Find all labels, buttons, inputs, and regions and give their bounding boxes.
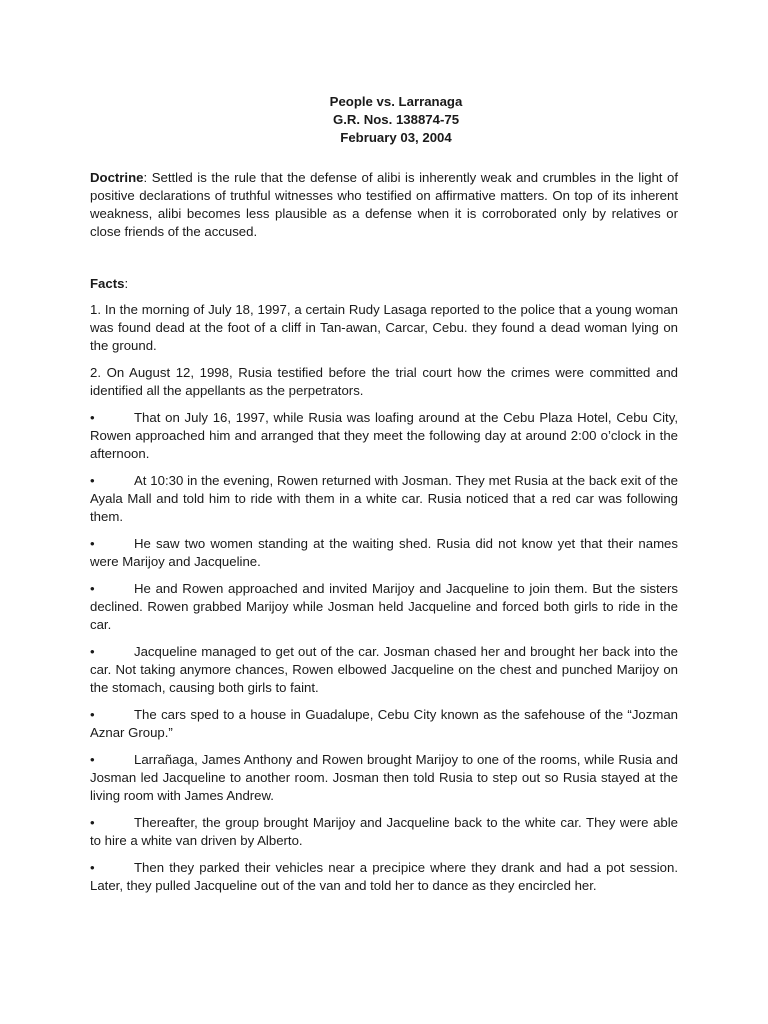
doctrine-text: : Settled is the rule that the defense of alibi is inherently weak and crumbles in the light of positive declarations of truthful witnesses who testified on affirmative matters. On top of its inherent weakness, alibi becomes less plausible as a defense when it is corroborated only by relatives or close friends of the accused. [90, 170, 678, 239]
fact-bullet-text: The cars sped to a house in Guadalupe, Cebu City known as the safehouse of the “Jozman Aznar Group.” [90, 707, 678, 740]
facts-paragraph-2: 2. On August 12, 1998, Rusia testified before the trial court how the crimes were committed and identified all the appellants as the perpetrators. [90, 365, 678, 398]
fact-bullet-text: At 10:30 in the evening, Rowen returned with Josman. They met Rusia at the back exit of the Ayala Mall and told him to ride with them in a white car. Rusia noticed that a red car was following them. [90, 473, 678, 524]
fact-bullet-5 [90, 643, 678, 697]
facts-paragraph-1: 1. In the morning of July 18, 1997, a certain Rudy Lasaga reported to the police that a young woman was found dead at the foot of a cliff in Tan-awan, Carcar, Cebu. they found a dead woman lying on the ground. [90, 302, 678, 353]
doctrine-label: Doctrine [90, 170, 144, 185]
fact-bullet-text: Then they parked their vehicles near a precipice where they drank and had a pot session. Later, they pulled Jacqueline out of the van and told her to dance as they encircled her. [90, 860, 678, 893]
fact-bullet-text: Jacqueline managed to get out of the car. Josman chased her and brought her back into the car. Not taking anymore chances, Rowen elbowed Jacqueline on the chest and punched Marijoy on the stomach, causing both girls to faint. [90, 644, 678, 695]
fact-bullet-6 [90, 706, 678, 742]
bullet-icon: • [90, 707, 95, 722]
bullet-icon: • [90, 815, 95, 830]
document-page [90, 93, 678, 895]
fact-bullet-text: That on July 16, 1997, while Rusia was loafing around at the Cebu Plaza Hotel, Cebu City, Rowen approached him and arranged that they meet the following day at around 2:00 o’clock in the afternoon. [90, 410, 678, 461]
fact-bullet-9 [90, 859, 678, 895]
facts-label: Facts [90, 276, 125, 291]
case-gr-number: G.R. Nos. 138874-75 [332, 112, 460, 127]
case-date: February 03, 2004 [340, 130, 452, 145]
doctrine-paragraph [90, 169, 678, 241]
bullet-icon: • [90, 536, 95, 551]
fact-bullet-3 [90, 535, 678, 571]
fact-bullet-4 [90, 580, 678, 634]
fact-bullet-text: He saw two women standing at the waiting shed. Rusia did not know yet that their names were Marijoy and Jacqueline. [90, 536, 678, 569]
fact-bullet-1 [90, 409, 678, 463]
bullet-icon: • [90, 644, 95, 659]
bullet-icon: • [90, 473, 95, 488]
fact-bullet-7 [90, 751, 678, 805]
bullet-icon: • [90, 581, 95, 596]
facts-heading [90, 275, 678, 293]
fact-bullet-text: He and Rowen approached and invited Marijoy and Jacqueline to join them. But the sisters declined. Rowen grabbed Marijoy while Josman held Jacqueline and forced both girls to ride in the car. [90, 581, 678, 632]
fact-bullet-text: Thereafter, the group brought Marijoy and Jacqueline back to the white car. They were able to hire a white van driven by Alberto. [90, 815, 678, 848]
case-header [114, 93, 678, 147]
bullet-icon: • [90, 410, 95, 425]
bullet-icon: • [90, 752, 95, 767]
facts-colon: : [124, 276, 129, 291]
bullet-icon: • [90, 860, 95, 875]
fact-bullet-8 [90, 814, 678, 850]
fact-bullet-2 [90, 472, 678, 526]
fact-bullet-text: Larrañaga, James Anthony and Rowen brought Marijoy to one of the rooms, while Rusia and Josman led Jacqueline to another room. Josman then told Rusia to step out so Rusia stayed at the living room with James Andrew. [90, 752, 678, 803]
case-title: People vs. Larranaga [329, 94, 463, 109]
